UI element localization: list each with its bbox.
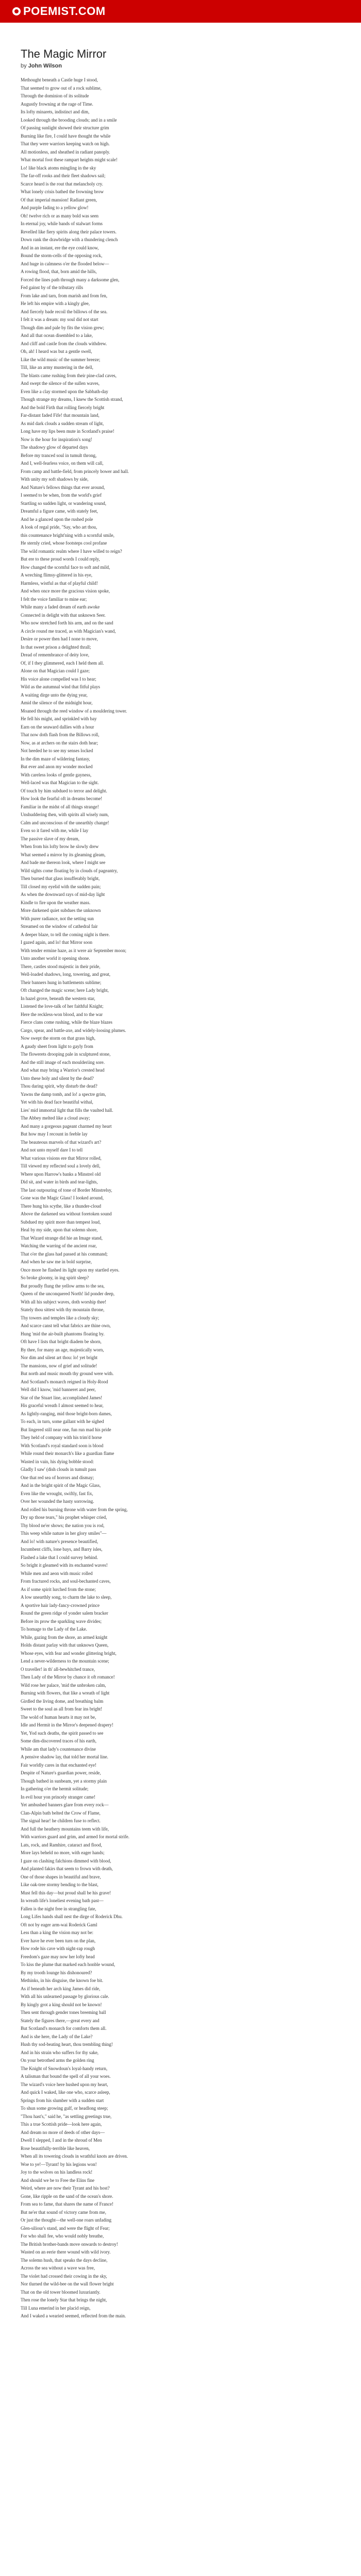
poem-line: O traveller! in th' all-bewhitched trance,: [21, 1666, 95, 1672]
poem-line: Oh! twelve rich or as many bold was seen: [21, 213, 99, 218]
poem-line: Yawns the damp tomb, and lo! a spectre grim,: [21, 1091, 106, 1097]
poem-line: Augustly frowning at the rage of Time.: [21, 101, 93, 107]
poem-line: Stately thou sittest with thy mountain throne,: [21, 1307, 105, 1312]
poem-line: Even like a clay stormed upon the Sabbath-day: [21, 388, 108, 394]
poem-line: From sea to fame, that shares the name of France!: [21, 2201, 113, 2207]
poem-line: The British brother-bands move onwards to destroy!: [21, 2241, 118, 2247]
poem-line: On your betrothed arms the golden ring: [21, 2058, 94, 2063]
poem-line: While, gazing from the shore, an armed knight: [21, 1634, 108, 1640]
poem-line: Nor tlurned the wild-bee on the wall flower bright: [21, 2281, 114, 2286]
poem-line: Unshuddering then, with spirits all wisely num,: [21, 812, 109, 817]
poem-line: Long Lifes hands shall nest the dirge of Roderick Dhu.: [21, 1914, 123, 1919]
poem-line: Dwell I slepped, I and in the shroud of Men: [21, 2138, 102, 2143]
poem-line: The wizard's voice here hushed upon my heart,: [21, 2081, 108, 2087]
poem-line: And planted fakirs that seem to frown with death,: [21, 1866, 113, 1871]
by-label: by: [21, 63, 27, 69]
poem-line: He sternly cried, whose footsteps cool profane: [21, 540, 107, 546]
poem-line: Holds distant parlay with that unknown Queen,: [21, 1642, 109, 1648]
poem-line: Through the dominion of its solitude: [21, 93, 89, 98]
poem-line: Here the reckless-won blood, and to the war: [21, 1011, 103, 1017]
poem-line: With all his subject waves, doth worship thee!: [21, 1299, 107, 1304]
poem-line: Rose beautifully-terrible like heaven,: [21, 2145, 90, 2151]
poem-line: The shadowy glow of departed days: [21, 445, 88, 450]
poem-line: Earn on the seaward dallies with a hour: [21, 724, 94, 730]
poem-line: As if beneath her arch king James did ride,: [21, 1986, 101, 1991]
poem-line: The wold of human hearts it may not be,: [21, 1714, 96, 1720]
poem-line: Burning like fire, I could have thought the while: [21, 133, 111, 139]
poem-line: Joy to the wolves on his landless rock!: [21, 2170, 93, 2175]
poem-line: I gazed again, and lo! that Mirror soon: [21, 940, 92, 945]
poem-line: What seemed a mirror by its gleaming gleam,: [21, 852, 106, 857]
poem-line: With Scotland's royal standard soon is blood: [21, 1443, 104, 1448]
poem-line: A rowing flood, that, born amid the hills,: [21, 269, 97, 274]
poem-line: Dread of remembrance of deity love,: [21, 652, 89, 657]
poem-line: They held of company with his trim'd horse: [21, 1435, 102, 1440]
poem-line: A wreching flimsy-glittered in his eye,: [21, 572, 92, 578]
poem-line: Streamed on the window of cathedral fair: [21, 924, 98, 929]
poem-line: Glen-siliour's stand, and were the flight of Fear;: [21, 2225, 110, 2231]
poem-line: Stately the figures there,—great every and: [21, 2018, 100, 2023]
poem-line: A circle round me traced, as with Magician's wand,: [21, 628, 116, 634]
poem-line: Oft have I lists that bright diadem be shorn,: [21, 1339, 102, 1344]
poem-line: Springs from his slumber with a sudden start: [21, 2097, 104, 2103]
poem-line: Cargo, spear, and battle-axe, and widely-loosing plumes.: [21, 1027, 126, 1033]
poem-line: Dry up those tears," his prophet whisper cried,: [21, 1515, 107, 1520]
poem-line: A low unearthly song, to charm the lake to sleep,: [21, 1595, 112, 1600]
poem-line: A deeper blaze, to tell the coming night is there.: [21, 931, 110, 937]
poem-line: In hazel grove, beneath the western star,: [21, 995, 95, 1001]
poem-line: In that sweet prison a delighted thrall;: [21, 644, 91, 650]
poem-line: He fell his might, and sprinkled with bay: [21, 716, 97, 721]
poem-line: The blasts came rushing from their pine-clad caves,: [21, 372, 117, 378]
poem-line: Yet ambushed banners glare from every rock—: [21, 1802, 109, 1807]
poem-line: There, castles stood majestic in their pride,: [21, 963, 101, 969]
poem-line: What lonely crisis bathed the frowning brow: [21, 189, 104, 194]
poem-line: Not heeded he to see my senses locked: [21, 748, 93, 753]
poem-line: And purple fading to a yellow glow!: [21, 205, 89, 210]
poem-line: And fiercely bade recoil the billows of the sea.: [21, 309, 108, 314]
poem-line: But north and music mouth thy ground were with.: [21, 1371, 114, 1376]
poem-author[interactable]: John Wilson: [28, 63, 62, 69]
poem-line: Must fell this day—but proud shall be his grave!: [21, 1890, 111, 1895]
poem-line: Queen of the unconquered North! lid ponder deep,: [21, 1291, 114, 1296]
poem-line: But lingered still near one, fun run mad his pride: [21, 1427, 111, 1432]
poem-line: That on the old tower bloomed luxuriantly.: [21, 2289, 101, 2295]
poem-line: With tender ermine haze, as it were air September moon;: [21, 947, 127, 953]
poem-line: And rolled his burning throne with water from the spring,: [21, 1506, 128, 1512]
poem-line: Oft changed the magic scene; here Lady bright,: [21, 988, 109, 993]
poem-line: Heal by my side, upon that solemn shore,: [21, 1227, 98, 1232]
poem-line: Star of the Stuart line, accomplished James!: [21, 1395, 103, 1400]
poem-line: As mid dark clouds a sudden stream of light,: [21, 420, 104, 426]
poem-line: Looked through the brooding clouds; and in a smile: [21, 117, 117, 123]
poem-line: That seemed to grow out of a rock sublime,: [21, 85, 102, 91]
poem-line: And when once more the gracious vision spoke,: [21, 588, 110, 594]
poem-line: Where upon Harrow's banks a Minstrel old: [21, 1171, 101, 1177]
poem-line: There hung his scythe, like a thunder-cloud: [21, 1203, 102, 1209]
poem-line: Wasted in vain, his dying bobble stood:: [21, 1459, 94, 1464]
poem-line: Scarce heard is the rout that melancholy cry.: [21, 181, 103, 187]
poem-line: Though bathed in sunbeam, yet a stormy plain: [21, 1778, 107, 1784]
poem-line: And not unto myself dare I to tell: [21, 1147, 83, 1153]
poem-line: Then rose the lonely Star that brings the night,: [21, 2297, 107, 2302]
poem-line: Above the darkened sea without foretoken sound: [21, 1211, 112, 1216]
poem-line: So bright it gleamed with its enchanted waves!: [21, 1563, 108, 1568]
poem-line: Revelled like fiery spirits along their palace towers.: [21, 229, 117, 234]
poem-line: Thy towers and temples like a cloudy sky;: [21, 1315, 100, 1320]
poem-line: Methinks, in his disguise, the known foe bit.: [21, 1978, 103, 1983]
poem-line: With warriors guard and grim, and armed for mortal strife.: [21, 1834, 129, 1839]
poem-line: I felt the voice familiar to mine ear;: [21, 596, 87, 602]
poem-line: The violet had crossed their cowing in the sky,: [21, 2273, 107, 2279]
poem-line: this countenance bright'ning with a scornful smile,: [21, 532, 114, 538]
poem-line: In gathering o'er the hermit solitude;: [21, 1786, 89, 1791]
poem-line: Their banners hung in battlements sublime;: [21, 979, 102, 985]
poem-line: More lays beheld no more, with eager hands;: [21, 1850, 105, 1855]
poem-line: But proudly flung the yellow arms to the sea,: [21, 1283, 105, 1289]
poem-line: And swept the silence of the sullen waves,: [21, 381, 100, 386]
poem-line: Of, if I they glimmered, each I held them all.: [21, 660, 104, 666]
poem-line: And many a gorgeous pageant charmed my heart: [21, 1123, 112, 1129]
poem-line: Even like the wrought, swiftly, fast fix,: [21, 1490, 93, 1496]
poem-line: A pensive shadow lay, that told her mortal line.: [21, 1754, 108, 1759]
poem-line: Of touch by him subdued to terror and delight.: [21, 788, 107, 793]
poem-line: Then sent through gender tones breeming ball: [21, 2010, 106, 2015]
poem-line: And full the heathery mountains teem with life,: [21, 1826, 109, 1832]
poem-line: One of those shapes in beautiful and brave,: [21, 1874, 101, 1879]
poem-line: A sportive hair lady-fancy-crowned prince: [21, 1602, 100, 1608]
poem-line: Like the wild music of the summer breeze;: [21, 357, 101, 362]
poem-line: Whose eyes, with fear and wonder glittering bright,: [21, 1650, 117, 1656]
poem-line: Thy blood ne'er shows; the nation you is rod,: [21, 1522, 105, 1528]
poem-line: When from his lofty brow he slowly drew: [21, 844, 99, 849]
poem-line: By thee, for many an age, majestically worn,: [21, 1347, 104, 1352]
poem-line: Weird, where are now their Tyrant and his host?: [21, 2185, 110, 2191]
poem-line: Far-distant faded Fife! that mountain land,: [21, 413, 100, 418]
poem-line: With careless looks of gentle gayness,: [21, 772, 92, 777]
poem-line: The signal hear! he children fuse to reflect.: [21, 1818, 101, 1823]
poem-line: And the bold Firth that rolling fiercely bright: [21, 404, 105, 410]
poem-line: Lats, rock, and Ramhire, cataract and flood,: [21, 1842, 102, 1848]
poem-line: Oh, ah! I heard was but a gentle swell,: [21, 349, 92, 354]
poem-line: Woe to ye!—Tyrant! by his legions won!: [21, 2161, 97, 2167]
poem-line: Or just the thought—the well-one roars unfading: [21, 2217, 111, 2223]
poem-line: Fallen is the night free in strangling fate,: [21, 1906, 96, 1911]
poem-line: Down rank the drawbridge with a thundering clench: [21, 237, 118, 242]
poem-line: Burning with flowers, that like a wreath of light: [21, 1690, 110, 1696]
poem-line: All motionless, and sheathed in radiant panoply.: [21, 149, 110, 155]
poem-body: [21, 76, 340, 2320]
poem-line: Thou daring spirit, why disturb the dead?: [21, 1083, 97, 1089]
poem-line: Nor dim and silent art thou: lo! yet bright: [21, 1355, 97, 1360]
poem-line: Till, like an army mustering in the dell,: [21, 365, 93, 370]
poem-line: As if some spirit lurched from the stone;: [21, 1586, 96, 1592]
poem-line: A gaudy sheet from light to gayly from: [21, 1043, 93, 1049]
poem-line: When all its towering clouds in wrathful knots are driven.: [21, 2154, 128, 2159]
poem-line: Fed gainst by of the tributary rills: [21, 285, 83, 290]
poem-line: Desire or power then had I none to move,: [21, 636, 98, 641]
poem-line: Fair worldly cares in that enchanted eye!: [21, 1762, 96, 1768]
poem-line: Fierce clans come rushing, while the blaze blazes: [21, 1020, 112, 1025]
poem-line: The mansions, now of grief and solitude!: [21, 1363, 97, 1368]
poem-line: His voice alone compelled was I to hear;: [21, 676, 96, 682]
poem-line: And I waked a wearied seemed, reflected from the main.: [21, 2313, 126, 2318]
poem-line: While men and aeon with music rolled: [21, 1570, 93, 1576]
poem-line: Round the green ridge of yonder salem bracker: [21, 1611, 108, 1616]
poem-line: This weep while nature in her glory smiles"—: [21, 1531, 107, 1536]
poem-line: Hush thy sod-beating heart, thou trembling thing!: [21, 2042, 113, 2047]
poem-line: And is she here, the Lady of the Lake?: [21, 2033, 93, 2039]
logo-suffix: IST.COM: [57, 5, 106, 18]
poem-line: Well did I know, 'mid banneret and peer,: [21, 1387, 96, 1392]
poem-line: I gaze on clashing falchions dimmed with blood,: [21, 1858, 111, 1863]
poem-line: But Scotland's monarch for comforts them all.: [21, 2026, 107, 2031]
poem-line: Who now stretched forth his arm, and on the sand: [21, 620, 113, 625]
poem-line: I felt it was a dream: my soul did not start: [21, 317, 99, 322]
poem-line: And when he saw me in bold surprise,: [21, 1259, 92, 1264]
poem-line: With unity my soft shadows by side,: [21, 477, 89, 482]
poem-line: Lend a never-wilderness to the mountain scene;: [21, 1658, 109, 1664]
poem-line: But ne'er that sound of victory came from me,: [21, 2209, 106, 2215]
poem-line: Yet, Yod such deaths, the spirit passed to see: [21, 1730, 104, 1736]
poem-line: And scarce canst tell what fabrics are thine own,: [21, 1323, 111, 1328]
poem-line: Though strange my dreams, I knew the Scottish strand,: [21, 397, 123, 402]
poem-line: That o'er the glass had passed at his command;: [21, 1251, 108, 1257]
poem-line: In the dim maze of wildering fantasy,: [21, 756, 90, 761]
poem-line: From camp and battle-field, from princely bower and hall.: [21, 468, 129, 474]
poem-line: And should we be to Free the Elins fine: [21, 2177, 94, 2183]
poem-line: A look of regal pride, "Say, who art thou,: [21, 524, 97, 530]
top-navigation-bar: [0, 0, 361, 23]
site-logo[interactable]: [12, 5, 106, 18]
poem-line: Calm and unconscious of the unearthly change!: [21, 820, 109, 825]
poem-line: His graceful wreath I almost seemed to hear,: [21, 1403, 104, 1408]
poem-line: That Wizard strange did hie an Image stand,: [21, 1235, 103, 1241]
poem-line: With all his unlearned passage by glorious cale.: [21, 1994, 109, 1999]
poem-line: Amid the silence of the midnight hour,: [21, 700, 93, 705]
poem-line: Wild as the autumnal wind that fitful plays: [21, 684, 100, 689]
poem-line: Gone was the Magic Glass! I looked around,: [21, 1195, 104, 1200]
poem-line: Till Luna emerind in her placid reign,: [21, 2305, 91, 2311]
poem-line: Even so it fared with me, while I lay: [21, 828, 89, 833]
poem-line: Subdued my spirit more than tempest loud,: [21, 1219, 101, 1225]
poem-title: The Magic Mirror: [21, 47, 107, 60]
poem-line: The last outpouring of tone of Border Minstrelsy,: [21, 1187, 112, 1193]
poem-line: Clan-Alpin bath belted the Crow of Flame,: [21, 1810, 101, 1816]
poem-line: While round their monarch's like a guardian flame: [21, 1451, 114, 1456]
poem-line: Now, as at archers on the stairs doth hear;: [21, 740, 99, 745]
poem-line: By kingly grot a king should not be known!: [21, 2002, 102, 2007]
poem-line: Like oak-tree stormy bending to the blast,: [21, 1882, 99, 1887]
poem-line: Till closed my eyelid with the sudden pain;: [21, 884, 101, 889]
poem-line: Long have my lips been mute in Scotland's praise!: [21, 429, 114, 434]
poem-line: Before its prow the sparkling wave divides;: [21, 1618, 102, 1624]
poem-line: A talisman that bound the spell of all your woes.: [21, 2074, 111, 2079]
poem-line: Unto these holy and silent by the dead?: [21, 1075, 94, 1081]
poem-line: Familiar in the midst of all things strange!: [21, 804, 99, 809]
poem-line: And he a glanced upon the rushed pole: [21, 516, 93, 522]
poem-content: [21, 47, 340, 2320]
poem-line: Sweet to the soul as all from fear ins bright!: [21, 1706, 103, 1711]
poem-line: Dreamful a figure came, with stately feet,: [21, 509, 98, 514]
poem-line: To each, in turn, some gallant with he sighed: [21, 1419, 104, 1424]
poem-line: Less than a king the vision may not be:: [21, 1930, 93, 1935]
poem-line: But how may I recount in feeble lay: [21, 1131, 88, 1137]
poem-line: And in his strain who suffers for thy sake,: [21, 2049, 99, 2055]
poem-line: The wild romantic realm where I have willed to reign?: [21, 548, 122, 554]
poem-line: Freedom's gaze may now her lofty head: [21, 1954, 95, 1959]
poem-line: That now doth flash from the Billows roll,: [21, 732, 100, 737]
poem-line: Gladly I saw' (dish clouds in tumult pass: [21, 1467, 96, 1472]
poem-line: And what may bring a Warrior's crested head: [21, 1067, 105, 1073]
poem-line: Watching the warring of the ancient roar,: [21, 1243, 97, 1248]
poem-line: This a true Scottish pride—look here again,: [21, 2122, 102, 2127]
poem-line: To kiss the plume that marked each honble wound,: [21, 1962, 116, 1967]
poem-line: In evil hour yon princely stranger came!: [21, 1794, 95, 1800]
poem-line: A waiting dirge unto the dying year,: [21, 692, 88, 698]
poem-line: Wild rose her palace, 'mid the unbroken calm,: [21, 1682, 106, 1688]
poem-line: One that red sea of horrors and dismay;: [21, 1475, 94, 1480]
poem-line: Oft not by eager arm-wai Roderick Gaml: [21, 1922, 97, 1927]
poem-line: Methought beneath a Castle huge I stood,: [21, 77, 98, 82]
poem-line: "Thou hast's," said he, "as settling greetings true,: [21, 2113, 112, 2119]
poem-byline: [21, 63, 340, 69]
poem-line: Now swept the storm on that grass high,: [21, 1036, 95, 1041]
poem-line: And in the bright spirit of the Magic Glass,: [21, 1483, 101, 1488]
poem-line: Hung 'mid the air-built phantoms floating by.: [21, 1331, 105, 1336]
poem-line: As when the downward rays of mid-day light: [21, 892, 105, 897]
poem-line: In eternal joy, while bands of stalwart forms: [21, 221, 103, 226]
poem-line: By my trooth lounge his dishonoured?: [21, 1970, 92, 1975]
poem-line: Startling so sudden light, or wandering sound,: [21, 500, 106, 506]
poem-line: Moaned through the reed window of a mouldering tower.: [21, 708, 127, 714]
poem-line: While am that lady's countenance divine: [21, 1746, 96, 1752]
poem-line: But ever and anon my wonder mocked: [21, 764, 93, 769]
poem-line: Over her wounded the hasty sorrowing.: [21, 1499, 94, 1504]
poem-line: Forced the lines path through many a darksome glen,: [21, 277, 120, 282]
poem-line: What various visions ere that Mirror rolled,: [21, 1155, 102, 1161]
poem-line: Unto another world it opening shone.: [21, 956, 90, 961]
poem-line: Kindle to fire upon the weather mass.: [21, 900, 91, 905]
poem-line: How changed the scornful face to soft and mild,: [21, 564, 110, 570]
poem-line: Then burned that glass insufferably bright,: [21, 876, 100, 881]
poem-line: Ever have he ever been turn on the plan,: [21, 1938, 96, 1943]
poem-line: And quick I waked, like one who, scarce asleep,: [21, 2090, 110, 2095]
poem-line: And all that ocean disembled to a lake,: [21, 333, 93, 338]
poem-line: And Nature's fellows things that ever around,: [21, 484, 105, 490]
poem-line: For who shall fee, who would nobly breathe,: [21, 2233, 104, 2239]
poem-line: Though dim and pale by fits the vision grew;: [21, 325, 104, 330]
poem-line: And lo! with nature's presence beautified,: [21, 1538, 99, 1544]
poem-line: Well-loaded shadows, long, towering, and great,: [21, 972, 110, 977]
poem-line: Well-laced was that Magician to the sight.: [21, 780, 99, 785]
poem-line: Despite of Nature's guardian power, reside,: [21, 1770, 101, 1775]
poem-line: More darkened quiet subdues the unknown: [21, 908, 101, 913]
poem-line: Across the sea without a wave was free,: [21, 2265, 95, 2270]
poem-line: Harmless, wistful as that of playful child!: [21, 580, 98, 586]
poem-line: And dream no more of deeds of other days—: [21, 2129, 105, 2135]
poem-line: Alone on that Magician could I gaze;: [21, 668, 90, 673]
poem-line: With purer radiance, not the setting sun: [21, 916, 94, 921]
poem-line: The Abbey melted like a cloud away;: [21, 1115, 90, 1121]
poem-line: Wasted on an eerie there wound with wild ivory.: [21, 2249, 111, 2255]
poem-line: Incumbent cliffs, lone bays, and Barry isles,: [21, 1547, 103, 1552]
poem-line: Girdled the living dome, and breathing balm: [21, 1698, 104, 1704]
poem-line: The solemn hush, that speaks the days decline,: [21, 2257, 108, 2263]
poemist-logo-icon: [12, 7, 21, 15]
poem-line: And I, well-fearless voice, on them will call,: [21, 461, 104, 466]
poem-line: Connected in delight with that unknown Seer.: [21, 612, 106, 618]
poem-line: The flowerets drooping pale in sculptured stone,: [21, 1052, 111, 1057]
poem-line: Wild sights come floating by in clouds of pageantry,: [21, 868, 118, 873]
poem-line: Flashed a lake that I could survey behind.: [21, 1554, 98, 1560]
poem-line: He left his empire with a kingly glee,: [21, 301, 90, 306]
poem-line: How look the fearful oft in dreams become!: [21, 796, 103, 801]
poem-line: The Knight of Snowdoun's loyal-handy return,: [21, 2065, 108, 2071]
poem-line: Of that imperial mansion! Radiant green,: [21, 197, 97, 202]
poem-line: And cliff and castle from the clouds withdrew.: [21, 341, 107, 346]
poem-line: Lies' mid immortal light that fills the vaulted hall.: [21, 1107, 113, 1113]
poem-line: So broke gloomy, in ing spirit sleep?: [21, 1275, 89, 1280]
poem-line: The passive slave of my dream,: [21, 836, 79, 841]
poem-line: And huge in calmness o'er the flooded below—: [21, 261, 109, 266]
poem-line: The beauteous marvels of that wizard's art?: [21, 1139, 102, 1145]
poem-line: And bade me thereon look, where I might see: [21, 860, 106, 865]
poem-line: Listened the love-talk of her faithful Knight;: [21, 1004, 104, 1009]
poem-line: And Scotland's monarch reigned in Holy-Rood: [21, 1379, 108, 1384]
poem-line: To shun some growing gulf, or headlong steep;: [21, 2106, 108, 2111]
poem-line: From fractured rocks, and soul-bechanted caves,: [21, 1579, 111, 1584]
poem-line: How rode his cave with night-rap rough: [21, 1946, 95, 1951]
poem-line: That they were warriors keeping watch on high.: [21, 141, 110, 146]
poem-line: Some dim-discovered traces of his earth,: [21, 1738, 96, 1743]
poem-line: Bound the storm-cells of the opposing rock,: [21, 253, 103, 258]
poem-line: As lightly-ranging, mid those bright-born dames,: [21, 1411, 112, 1416]
poem-line: Of passing sunlight showed their structure grim: [21, 125, 109, 130]
poem-line: While many a faded dream of earth awoke: [21, 604, 100, 609]
poem-line: Lo! like black atoms mingling in the sky: [21, 165, 96, 171]
poem-line: To homage to the Lady of the Lake.: [21, 1626, 87, 1632]
poem-line: And the still image of each moulderiing sore.: [21, 1059, 105, 1065]
poem-line: Till viewed my reflected soul a lovely dell,: [21, 1163, 101, 1168]
poem-line: What mortal foot these rampart heights might scale!: [21, 157, 118, 162]
poem-line: Once more he flashed its light upon my startled eyes.: [21, 1267, 120, 1273]
poem-line: Before my tranced soul in tumult throng,: [21, 452, 97, 458]
poem-line: Idle and Hermit in the Mirror's deepened drapery!: [21, 1722, 113, 1727]
poem-line: Its lofty minarets, indistinct and dim,: [21, 109, 90, 114]
poem-line: Did sit, and water in birds and tear-lights,: [21, 1179, 98, 1184]
poem-line: Yet with his dead face beautiful withal,: [21, 1099, 93, 1105]
logo-text: POEM: [23, 5, 58, 18]
poem-line: Now is the hour for inspiration's song!: [21, 436, 92, 442]
poem-line: The far-off rooks and their fleet shadows sail;: [21, 173, 106, 178]
poem-line: From lake and tarn, from marish and from fen,: [21, 293, 107, 298]
poem-line: In wreath life's loneliest evening bath past—: [21, 1898, 104, 1903]
poem-line: Then Lady of the Mirror by chance it oft romance!: [21, 1674, 115, 1680]
poem-line: I seemed to be when, from the world's grief: [21, 493, 102, 498]
poem-line: And in an instant, ere the eye could know,: [21, 245, 99, 250]
poem-line: But ere to these proud words I could reply,: [21, 556, 100, 562]
poem-line: Gone, like ripple on the sand of the ocean's shore.: [21, 2193, 113, 2199]
